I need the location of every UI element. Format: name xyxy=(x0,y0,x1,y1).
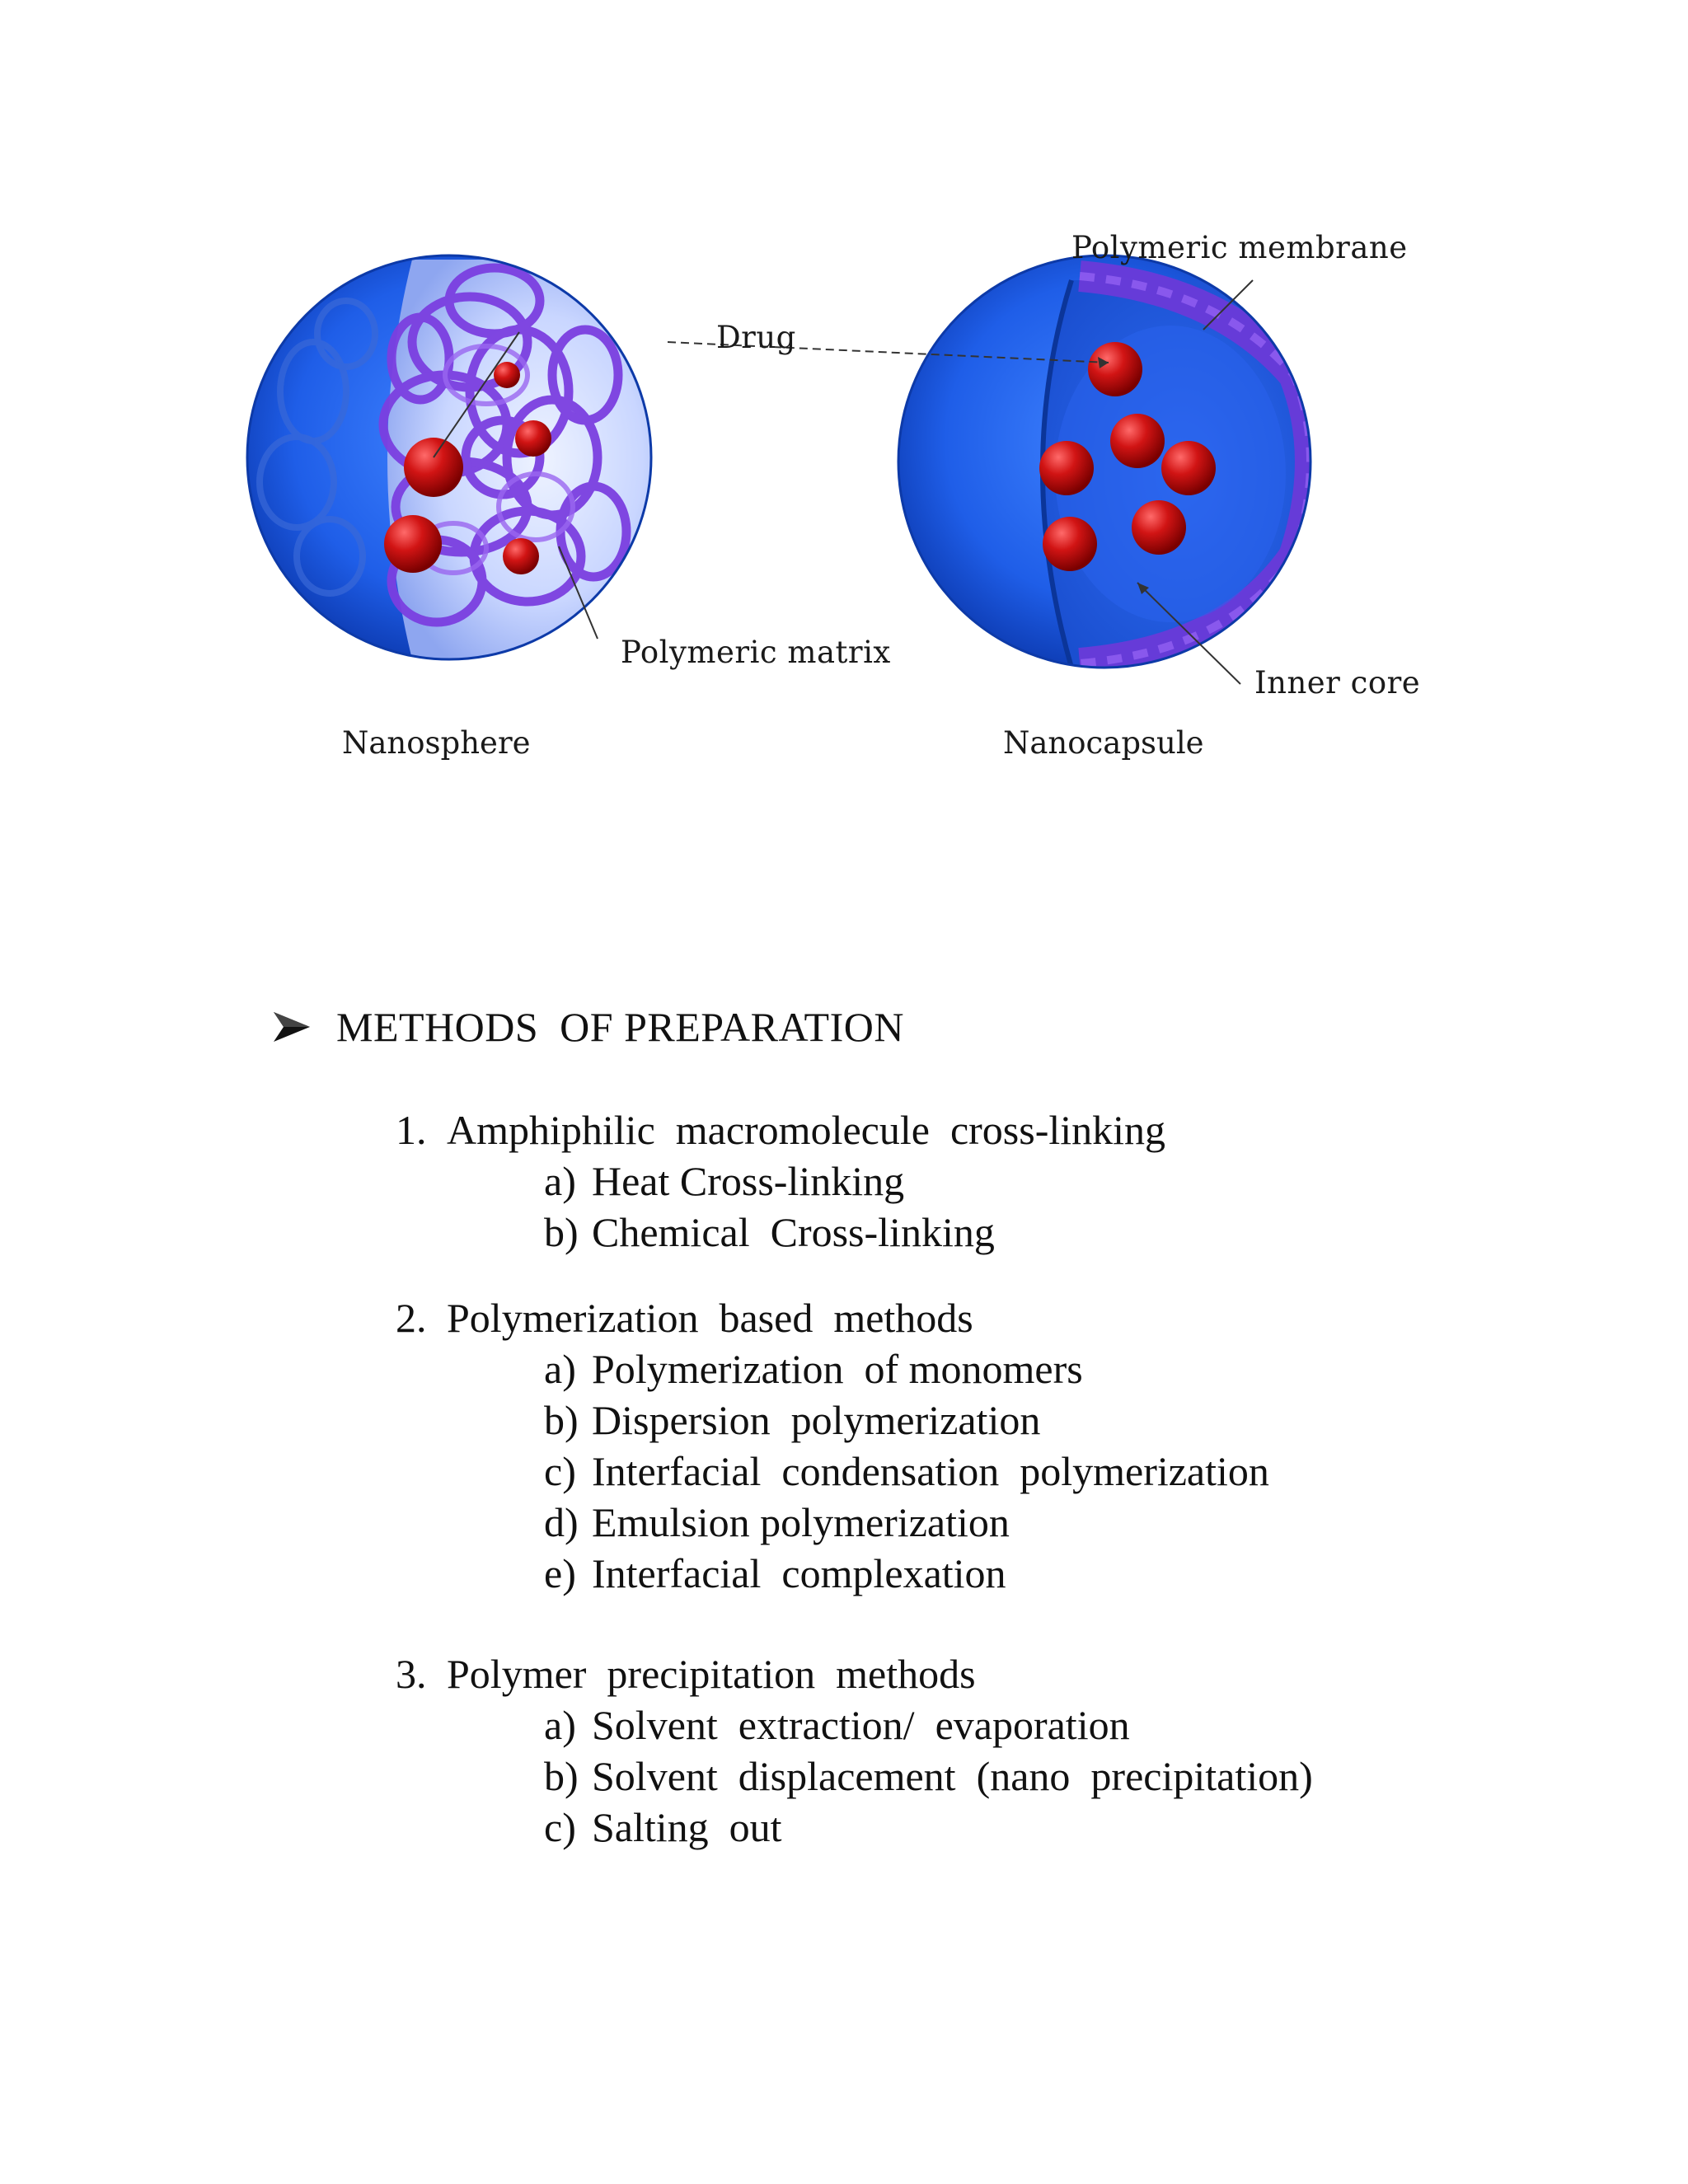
list-item-letter: a) xyxy=(544,1702,576,1748)
method-number: 1. xyxy=(396,1107,427,1153)
list-item-text: Emulsion polymerization xyxy=(592,1499,1010,1545)
list-item-letter: b) xyxy=(544,1397,579,1443)
list-item-letter: b) xyxy=(544,1209,579,1255)
list-item-text: Solvent extraction/ evaporation xyxy=(592,1702,1130,1748)
list-item-letter: c) xyxy=(544,1804,576,1850)
arrowhead-bullet-icon xyxy=(272,1010,312,1043)
method-3 xyxy=(396,1648,1313,1853)
list-item-letter: a) xyxy=(544,1346,576,1392)
list-item-text: Polymerization of monomers xyxy=(592,1346,1083,1392)
method-title xyxy=(396,1648,1313,1699)
list-item-text: Chemical Cross-linking xyxy=(592,1209,995,1255)
list-item xyxy=(544,1750,1313,1802)
method-title-text: Amphiphilic macromolecule cross-linking xyxy=(447,1107,1166,1153)
list-item xyxy=(544,1343,1269,1394)
method-title-text: Polymer precipitation methods xyxy=(447,1651,976,1697)
list-item-text: Interfacial complexation xyxy=(592,1550,1006,1596)
list-item-text: Solvent displacement (nano precipitation) xyxy=(592,1753,1313,1799)
list-item xyxy=(544,1155,1165,1207)
method-2 xyxy=(396,1292,1269,1599)
list-item-letter: d) xyxy=(544,1499,579,1545)
list-item xyxy=(544,1207,1165,1258)
list-item xyxy=(544,1394,1269,1446)
nanosphere-graphic xyxy=(247,255,668,659)
list-item-letter: b) xyxy=(544,1753,579,1799)
label-inner-core: Inner core xyxy=(1254,665,1421,701)
method-title xyxy=(396,1292,1269,1343)
method-number: 3. xyxy=(396,1651,427,1697)
method-1 xyxy=(396,1104,1165,1258)
list-item xyxy=(544,1548,1269,1599)
method-title-text: Polymerization based methods xyxy=(447,1295,973,1341)
nanoparticle-figure xyxy=(223,210,1475,787)
list-item-letter: a) xyxy=(544,1158,576,1204)
label-polymeric-matrix: Polymeric matrix xyxy=(621,635,891,670)
methods-section xyxy=(272,997,1508,1850)
list-item-text: Dispersion polymerization xyxy=(592,1397,1041,1443)
section-heading xyxy=(272,997,1508,1057)
list-item xyxy=(544,1802,1313,1853)
list-item xyxy=(544,1699,1313,1750)
nanocapsule-graphic xyxy=(898,255,1319,668)
list-item-letter: e) xyxy=(544,1550,576,1596)
list-item-letter: c) xyxy=(544,1448,576,1494)
list-item xyxy=(544,1446,1269,1497)
list-item-text: Salting out xyxy=(592,1804,782,1850)
caption-nanocapsule: Nanocapsule xyxy=(1003,725,1204,761)
label-drug: Drug xyxy=(716,320,796,355)
method-title xyxy=(396,1104,1165,1155)
method-number: 2. xyxy=(396,1295,427,1341)
list-item-text: Interfacial condensation polymerization xyxy=(592,1448,1269,1494)
caption-nanosphere: Nanosphere xyxy=(342,725,531,761)
section-heading-text: METHODS OF PREPARATION xyxy=(336,1004,904,1050)
label-polymeric-membrane: Polymeric membrane xyxy=(1071,230,1408,265)
list-item xyxy=(544,1497,1269,1548)
list-item-text: Heat Cross-linking xyxy=(592,1158,905,1204)
